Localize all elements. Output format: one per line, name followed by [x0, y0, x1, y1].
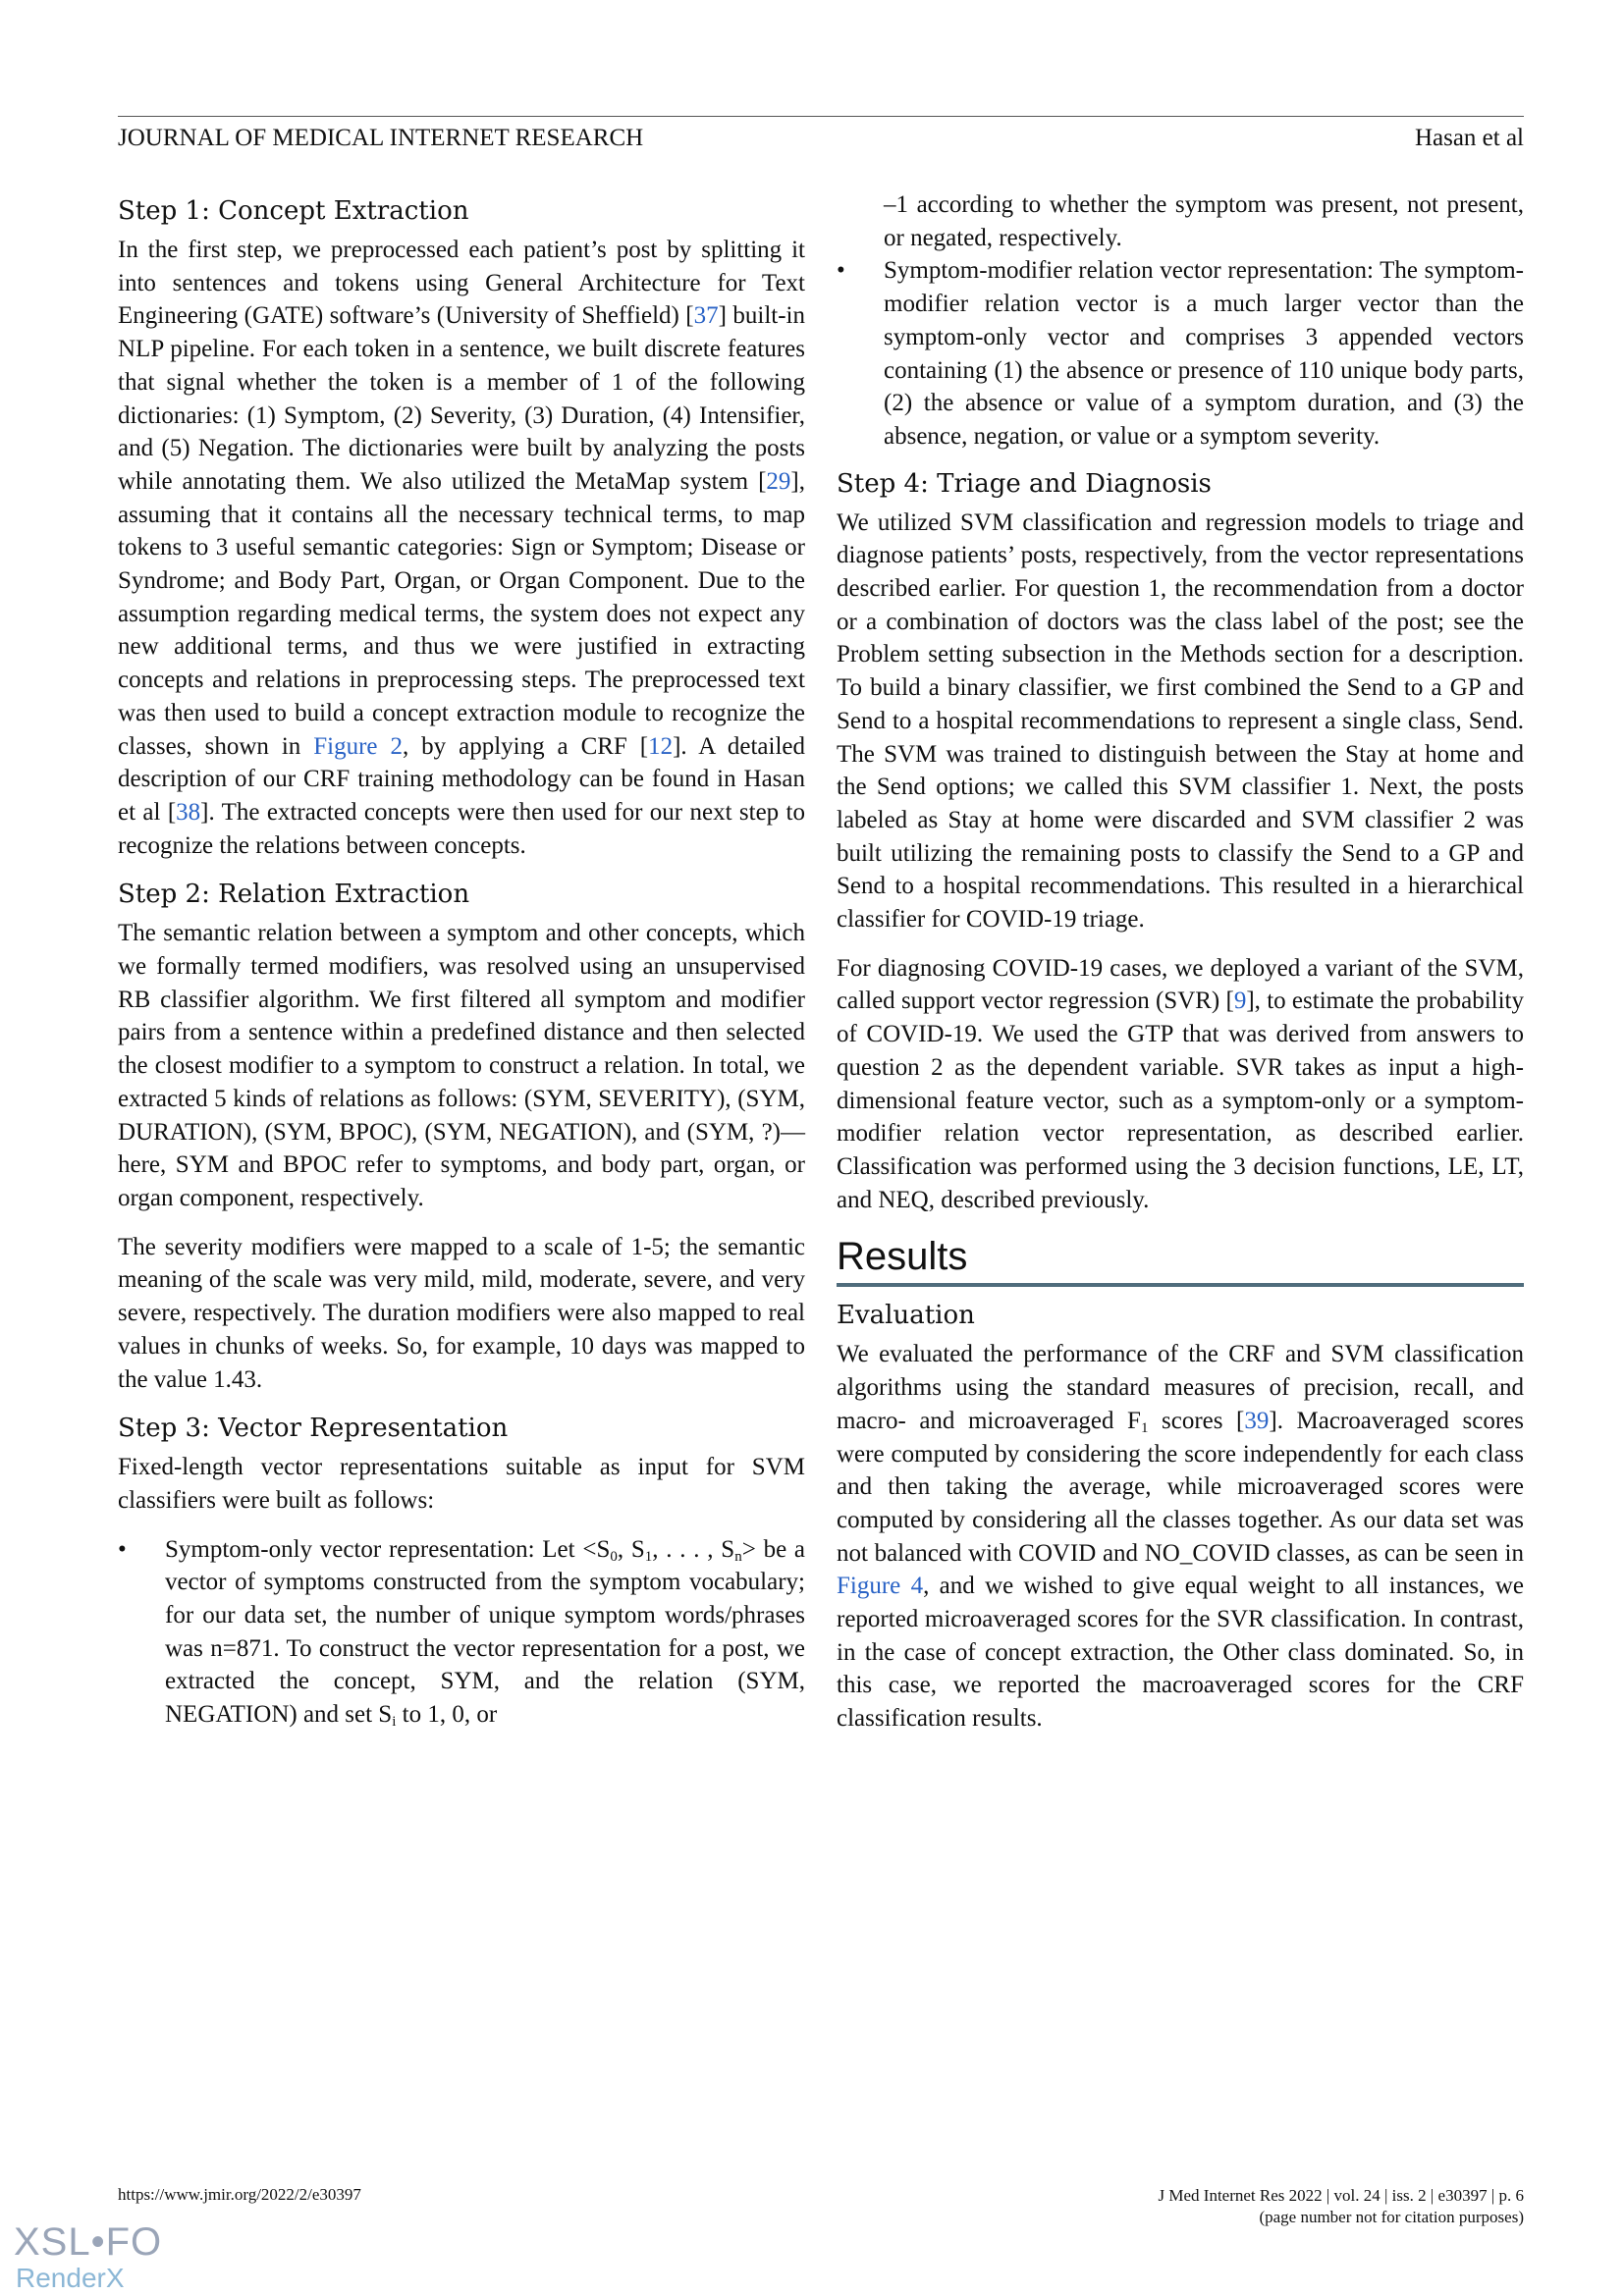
vector-list-continued: [837, 188, 1524, 454]
step1-paragraph: In the first step, we preprocessed each patient’s post by splitting it into sentences and tokens using General Architecture for Text Engineering (GATE) software’s (University of Sheffield) [37] built-in NLP pipeline. For each token in a sentence, we built discrete features that signal whether the token is a member of 1 of the following dictionaries: (1) Symptom, (2) Severity, (3) Duration, (4) Intensifier, and (5) Negation. The dictionaries were built by analyzing the posts while annotating them. We also utilized the MetaMap system [29], assuming that it contains all the necessary technical terms, to map tokens to 3 useful semantic categories: Sign or Symptom; Disease or Syndrome; and Body Part, Organ, or Organ Component. Due to the assumption regarding medical terms, the system does not expect any new additional terms, and thus we were justified in extracting concepts and relations in preprocessing steps. The preprocessed text was then used to build a concept extraction module to recognize the classes, shown in Figure 2, by applying a CRF [12]. A detailed description of our CRF training methodology can be found in Hasan et al [38]. The extracted concepts were then used for our next step to recognize the relations between concepts.: [118, 237, 805, 859]
step4-paragraph-1: We utilized SVM classification and regression models to triage and diagnose patients’ posts, respectively, from the vector representations described earlier. For question 1, the recommendation from a doctor or a combination of doctors was the class label of the post; see the Problem setting subsection in the Methods section for a description. To build a binary classifier, we first combined the Send to a GP and Send to a hospital recommendations to represent a single class, Send. The SVM was trained to distinguish between the Stay at home and the Send options; we called this SVM classifier 1. Next, the posts labeled as Stay at home were discarded and SVM classifier 2 was built utilizing the remaining posts to classify the Send to a GP and Send to a hospital recommendations. This resulted in a hierarchical classifier for COVID-19 triage.: [837, 508, 1524, 934]
citation-note: (page number not for citation purposes): [1259, 2208, 1524, 2226]
step3-paragraph: Fixed-length vector representations suitable as input for SVM classifiers were built as follows:: [118, 1454, 805, 1514]
ref-12-link[interactable]: 12: [648, 732, 674, 760]
step4-heading: Step 4: Triage and Diagnosis: [837, 468, 1212, 499]
vector-list: [118, 1533, 805, 1732]
step2-paragraph-1: The semantic relation between a symptom and other concepts, which we formally termed modifiers, was resolved using an unsupervised RB classifier algorithm. We first filtered all symptom and modifier pairs from a sentence within a predefined distance and then selected the closest modifier to a symptom to construct a relation. In total, we extracted 5 kinds of relations as follows: (SYM, SEVERITY), (SYM, DURATION), (SYM, BPOC), (SYM, NEGATION), and (SYM, ?)—here, SYM and BPOC refer to symptoms, and body part, organ, or organ component, respectively.: [118, 920, 805, 1211]
step1-heading: Step 1: Concept Extraction: [118, 196, 469, 226]
list-item: • Symptom-modifier relation vector representation: The symptom-modifier relation vector is a much larger vector than the symptom-only vector and comprises 3 appended vectors containing (1) the absence or presence of 110 unique body parts, (2) the absence or value of a symptom duration, and (3) the absence, negation, or value or a symptom severity.: [837, 254, 1524, 453]
citation-text: J Med Internet Res 2022 | vol. 24 | iss. 2 | e30397 | p. 6: [1158, 2186, 1524, 2205]
evaluation-heading: Evaluation: [837, 1301, 975, 1331]
ref-39-link[interactable]: 39: [1244, 1407, 1270, 1434]
page-header: [118, 116, 1524, 152]
bullet-icon: •: [837, 257, 845, 285]
figure-2-link[interactable]: Figure 2: [313, 732, 403, 760]
ref-37-link[interactable]: 37: [693, 302, 719, 330]
list-item: • Symptom-only vector representation: Let $<S_0$, $S_1$, . . . , $S_n>$ be a vector of symptoms constructed from the symptom vocabulary; for our data set, the number of unique symptom words/phrases was n=871. To construct the vector representation for a post, we extracted the concept, SYM, and the relation (SYM, NEGATION) and set $S_i$ to 1, 0, or: [118, 1533, 805, 1732]
ref-9-link[interactable]: 9: [1233, 988, 1247, 1015]
step4-paragraph-2: For diagnosing COVID-19 cases, we deployed a variant of the SVM, called support vector regression (SVR) [9], to estimate the probability of COVID-19. We used the GTP that was derived from answers to question 2 as the dependent variable. SVR takes as input a high-dimensional feature vector, such as a symptom-only or a symptom-modifier relation vector representation, as described earlier. Classification was performed using the 3 decision functions, LE, LT, and NEQ, described previously.: [837, 954, 1525, 1213]
right-column: [837, 188, 1524, 1751]
xslfo-logo: XSL•FO: [14, 2220, 163, 2264]
left-column: [118, 187, 805, 1745]
ref-29-link[interactable]: 29: [766, 467, 791, 495]
footer-url[interactable]: https://www.jmir.org/2022/2/e30397: [118, 2185, 361, 2204]
bullet-icon: •: [118, 1535, 127, 1563]
list-item: –1 according to whether the symptom was present, not present, or negated, respectively.: [884, 191, 1524, 251]
journal-name: JOURNAL OF MEDICAL INTERNET RESEARCH: [118, 125, 644, 151]
evaluation-paragraph: We evaluated the performance of the CRF and SVM classification algorithms using the standard measures of precision, recall, and macro- and microaveraged $F_1$ scores [39]. Macroaveraged scores were computed by considering the score independently for each class and then taking the average, while microaveraged scores were computed by considering all the classes together. As our data set was not balanced with COVID and NO_COVID classes, as can be seen in Figure 4, and we wished to give equal weight to all instances, we reported microaveraged scores for the SVR classification. In contrast, in the case of concept extraction, the Other class dominated. So, in this case, we reported the macroaveraged scores for the CRF classification results.: [837, 1341, 1524, 1733]
authors: Hasan et al: [1414, 125, 1524, 151]
footer-citation: [1159, 2185, 1524, 2228]
step2-paragraph-2: The severity modifiers were mapped to a scale of 1-5; the semantic meaning of the scale was very mild, mild, moderate, severe, and very severe, respectively. The duration modifiers were also mapped to real values in chunks of weeks. So, for example, 10 days was mapped to the value 1.43.: [118, 1233, 805, 1393]
step2-heading: Step 2: Relation Extraction: [118, 880, 470, 910]
step3-heading: Step 3: Vector Representation: [118, 1414, 509, 1444]
results-heading: Results: [837, 1234, 1524, 1287]
figure-4-link[interactable]: Figure 4: [837, 1573, 924, 1600]
ref-38-link[interactable]: 38: [176, 798, 201, 826]
renderx-logo: RenderX: [16, 2263, 125, 2293]
